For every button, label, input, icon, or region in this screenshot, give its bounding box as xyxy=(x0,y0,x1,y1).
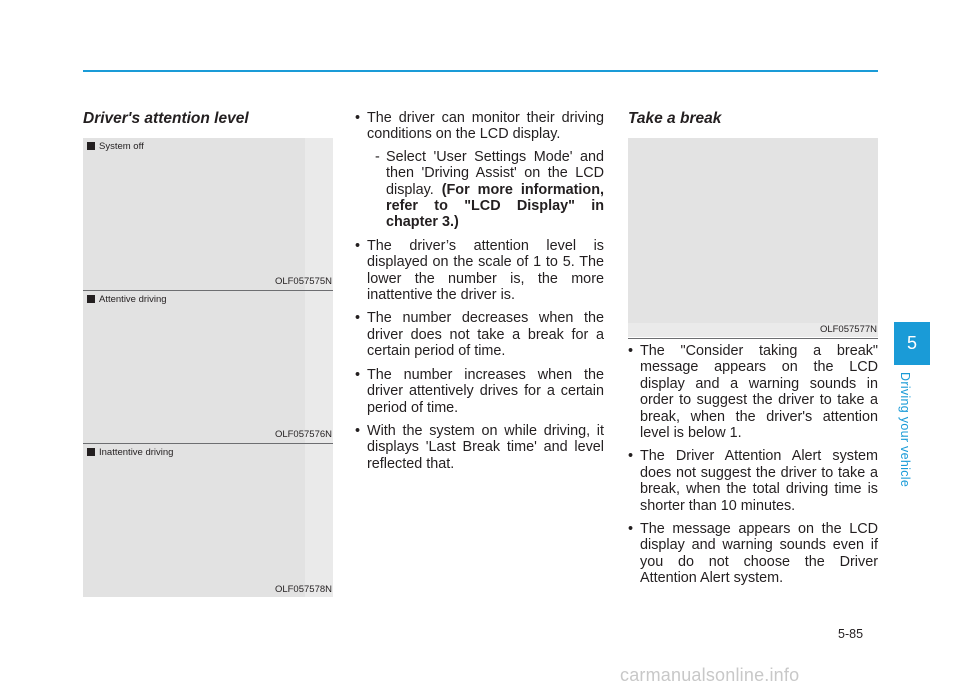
list-item: • The driver can monitor their driving conditions on the LCD display. - Select 'User Settings Mode' and then 'Driving Assist' on the LCD display. (For more information, refer to "LCD Display" in chapter 3.) xyxy=(355,110,604,231)
list-item: • The Driver Attention Alert system does not suggest the driver to take a break, when the total driving time is shorter than 10 minutes. xyxy=(628,448,878,514)
right-column xyxy=(628,343,878,594)
top-rule xyxy=(83,70,878,72)
list-item: • The driver’s attention level is displayed on the scale of 1 to 5. The lower the number is, the more inattentive the driver is. xyxy=(355,237,604,304)
figure-code: OLF057575N xyxy=(274,276,332,287)
list-item: • The message appears on the LCD display and warning sounds even if you do not choose the Driver Attention Alert system. xyxy=(628,521,878,587)
section-heading-take-a-break: Take a break xyxy=(628,110,722,127)
list-item: • The "Consider taking a break" message appears on the LCD display and a warning sounds in order to suggest the driver to take a break, when the driver's attention level is below 1. xyxy=(628,343,878,442)
square-bullet-icon xyxy=(87,448,95,456)
figure-caption: Attentive driving xyxy=(99,294,167,305)
figure-system-off xyxy=(83,138,333,290)
square-bullet-icon xyxy=(87,142,95,150)
section-heading-attention-level: Driver's attention level xyxy=(83,110,249,127)
figure-code: OLF057578N xyxy=(274,584,332,595)
middle-column xyxy=(355,110,604,479)
list-item: • The number decreases when the driver does not take a break for a certain period of time. xyxy=(355,310,604,360)
list-item: • The number increases when the driver attentively drives for a certain period of time. xyxy=(355,366,604,416)
sub-item: - Select 'User Settings Mode' and then 'Driving Assist' on the LCD display. (For more information, refer to "LCD Display" in chapter 3.) xyxy=(375,148,604,231)
figure-attentive-driving xyxy=(83,291,333,443)
list-item: • With the system on while driving, it displays 'Last Break time' and level reflected that. xyxy=(355,422,604,472)
figure-code: OLF057576N xyxy=(274,429,332,440)
page-number: 5-85 xyxy=(838,627,864,641)
square-bullet-icon xyxy=(87,295,95,303)
figure-caption: System off xyxy=(99,141,144,152)
chapter-title: Driving your vehicle xyxy=(898,372,912,488)
figure-caption: Inattentive driving xyxy=(99,447,174,458)
watermark: carmanualsonline.info xyxy=(620,665,800,685)
figure-code: OLF057577N xyxy=(819,324,877,335)
chapter-number-tab: 5 xyxy=(894,322,930,365)
figure-divider xyxy=(628,338,878,339)
figure-inattentive-driving xyxy=(83,444,333,597)
figure-take-a-break xyxy=(628,138,878,337)
